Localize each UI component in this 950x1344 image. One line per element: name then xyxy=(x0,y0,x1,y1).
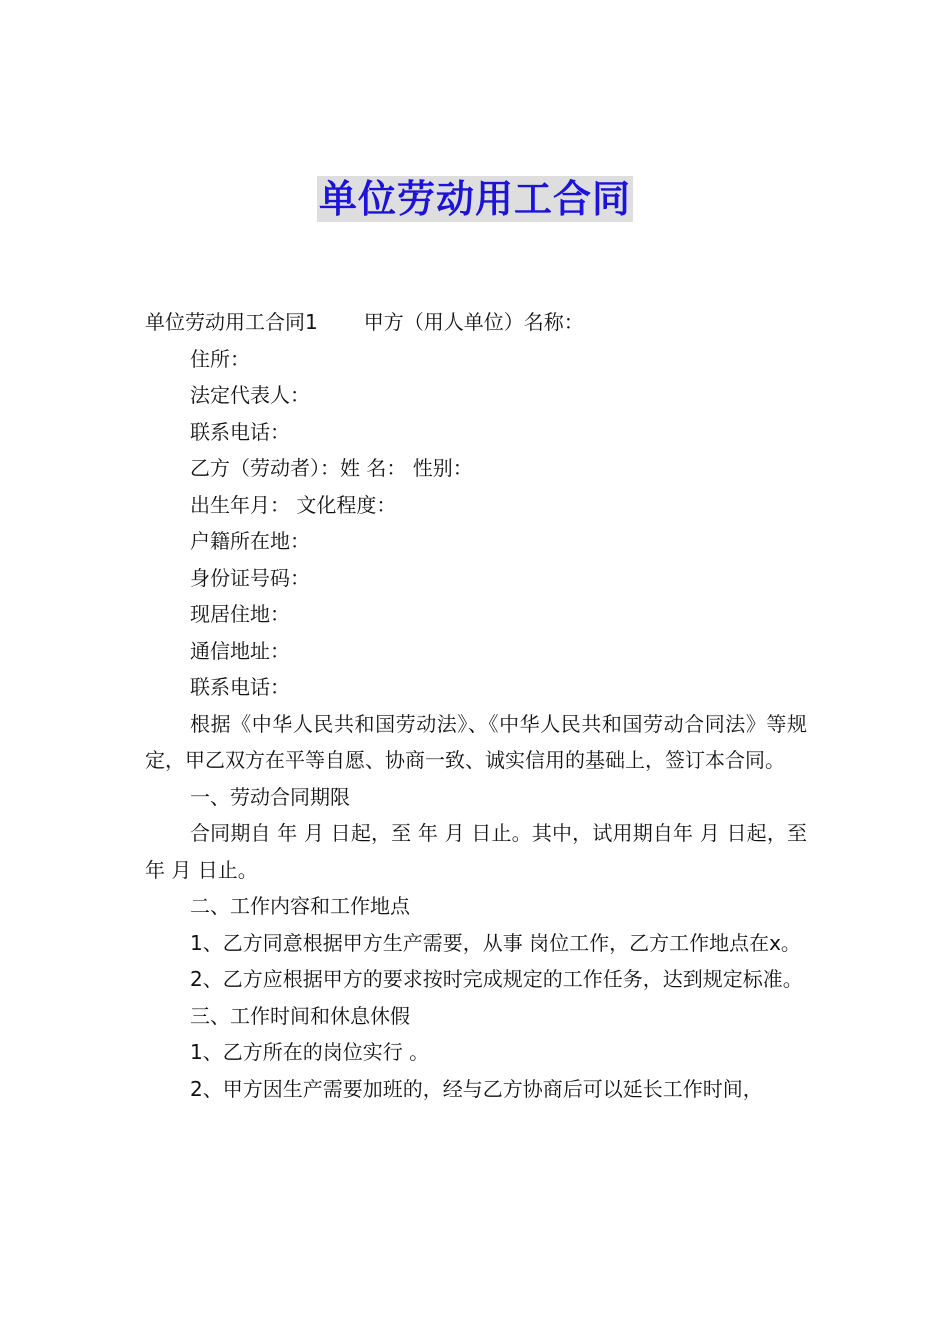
section-paragraph: 合同期自 年 月 日起，至 年 月 日止。其中，试用期自年 月 日起，至 年 月 日止。 xyxy=(145,821,807,882)
party-b-name-gender-field: 乙方（劳动者）：姓 名： 性别： xyxy=(190,456,473,480)
contract-number-label: 单位劳动用工合同1 xyxy=(145,310,318,334)
party-a-name-label: 甲方（用人单位）名称： xyxy=(363,310,584,334)
section-paragraph: 1、乙方所在的岗位实行 。 xyxy=(190,1040,430,1064)
document-body xyxy=(145,304,807,1107)
document-title: 单位劳动用工合同 xyxy=(318,177,631,221)
party-b-residence-field: 现居住地： xyxy=(190,602,290,626)
section-paragraph: 2、乙方应根据甲方的要求按时完成规定的工作任务，达到规定标准。 xyxy=(190,967,803,991)
party-b-phone-field: 联系电话： xyxy=(190,675,290,699)
title-container xyxy=(0,176,950,222)
section-paragraph: 1、乙方同意根据甲方生产需要，从事 岗位工作，乙方工作地点在x。 xyxy=(190,930,801,955)
intro-paragraph: 根据《中华人民共和国劳动法》、《中华人民共和国劳动合同法》等规定，甲乙双方在平等自愿、协商一致、诚实信用的基础上，签订本合同。 xyxy=(145,711,807,772)
section-paragraph: 2、甲方因生产需要加班的，经与乙方协商后可以延长工作时间， xyxy=(190,1076,763,1101)
party-a-phone-field: 联系电话： xyxy=(190,419,290,444)
party-b-household-field: 户籍所在地： xyxy=(190,529,310,553)
section-heading: 三、工作时间和休息休假 xyxy=(190,1003,410,1028)
party-b-id-number-field: 身份证号码： xyxy=(190,565,310,590)
party-b-mailing-address-field: 通信地址： xyxy=(190,638,290,663)
heading-line xyxy=(145,304,807,341)
section-heading: 二、工作内容和工作地点 xyxy=(190,894,410,918)
party-a-legal-rep-field: 法定代表人： xyxy=(190,383,310,407)
section-heading: 一、劳动合同期限 xyxy=(190,784,350,809)
party-b-birth-education-field: 出生年月： 文化程度： xyxy=(190,492,397,517)
party-a-address-field: 住所： xyxy=(190,346,250,371)
